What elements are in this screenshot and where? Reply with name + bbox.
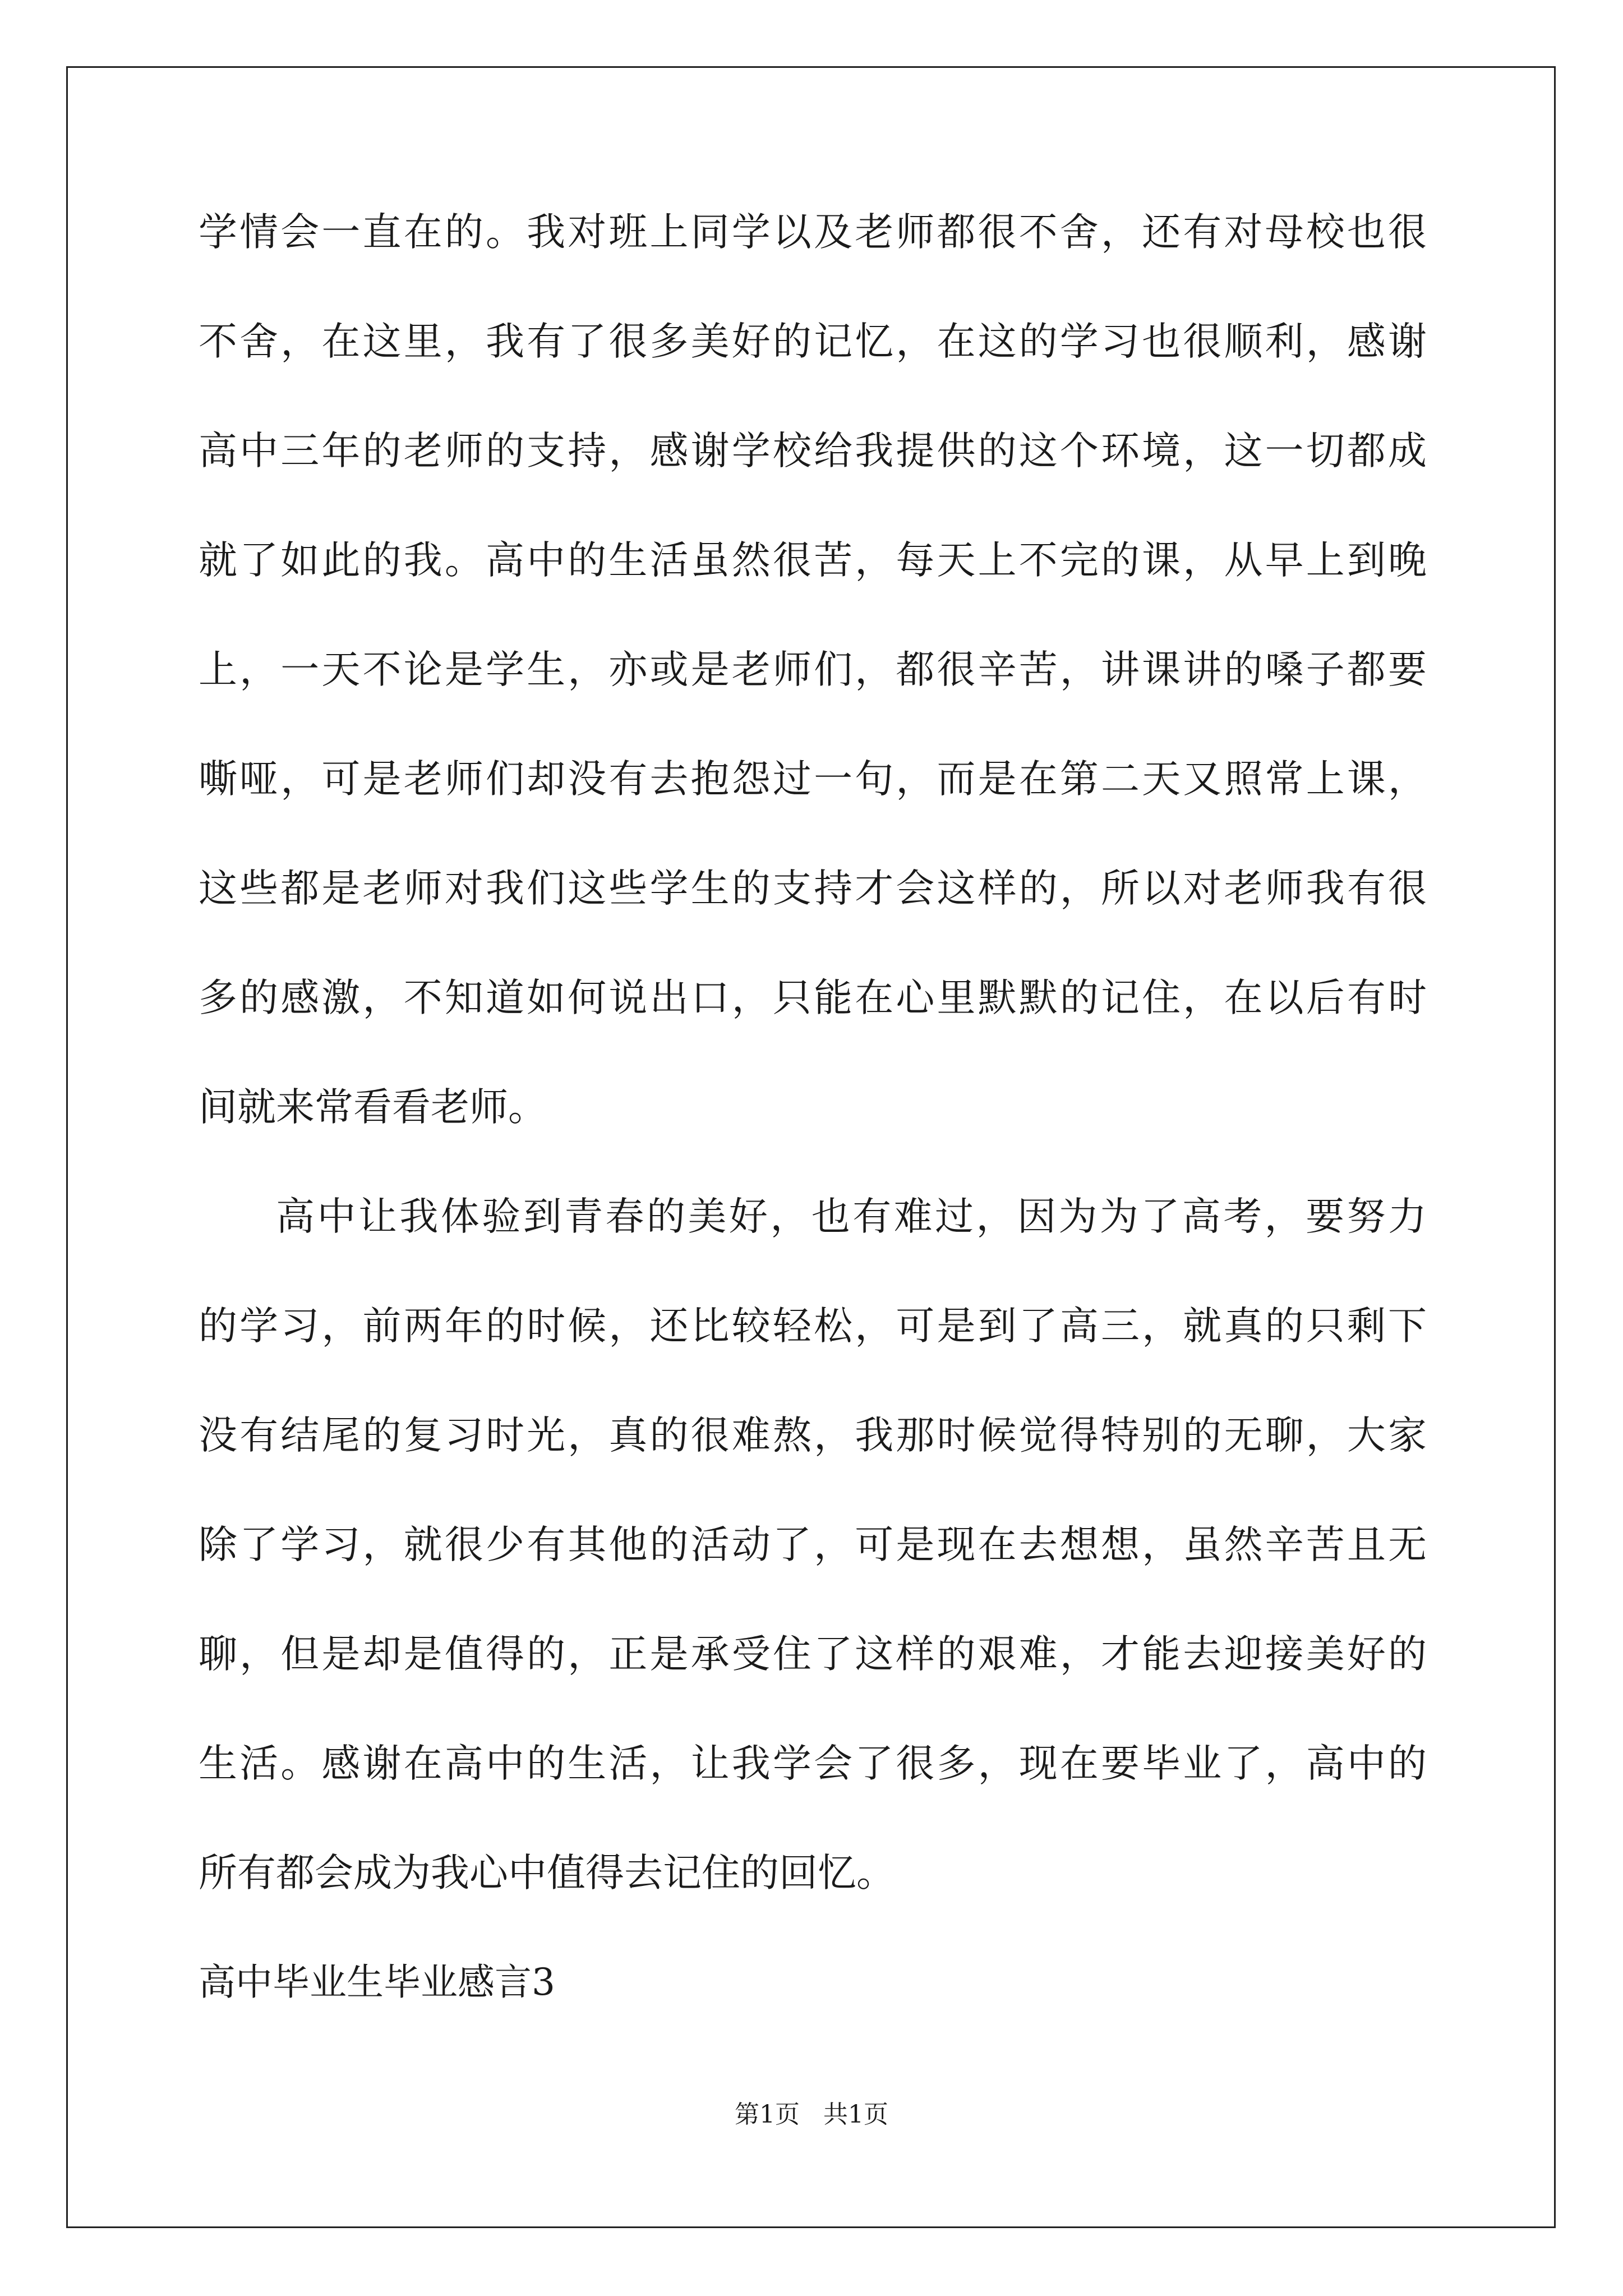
paragraph-line: 就了如此的我。高中的生活虽然很苦，每天上不完的课，从早上到晚 (199, 538, 1427, 583)
paragraph-line: 多的感激，不知道如何说出口，只能在心里默默的记住，在以后有时 (199, 976, 1427, 1020)
paragraph-line: 所有都会成为我心中值得去记住的回忆。 (199, 1851, 895, 1895)
paragraph-line: 上，一天不论是学生，亦或是老师们，都很辛苦，讲课讲的嗓子都要 (199, 647, 1427, 692)
page-number-footer: 第1页 共1页 (735, 2100, 888, 2129)
paragraph-line: 间就来常看看老师。 (199, 1085, 547, 1130)
paragraph-line: 高中三年的老师的支持，感谢学校给我提供的这个环境，这一切都成 (199, 429, 1427, 473)
section-heading: 高中毕业生毕业感言3 (199, 1961, 555, 2004)
paragraph-first-line: 高中让我体验到青春的美好，也有难过，因为为了高考，要努力 (276, 1194, 1427, 1239)
paragraph-line: 学情会一直在的。我对班上同学以及老师都很不舍，还有对母校也很 (199, 210, 1427, 255)
paragraph-line: 的学习，前两年的时候，还比较轻松，可是到了高三，就真的只剩下 (199, 1304, 1427, 1349)
paragraph-line: 生活。感谢在高中的生活，让我学会了很多，现在要毕业了，高中的 (199, 1741, 1427, 1786)
paragraph-line: 除了学习，就很少有其他的活动了，可是现在去想想，虽然辛苦且无 (199, 1522, 1427, 1567)
paragraph-line: 嘶哑，可是老师们却没有去抱怨过一句，而是在第二天又照常上课， (199, 757, 1427, 802)
page-border (66, 66, 1556, 2228)
paragraph-line: 聊，但是却是值得的，正是承受住了这样的艰难，才能去迎接美好的 (199, 1632, 1427, 1677)
paragraph-line: 这些都是老师对我们这些学生的支持才会这样的，所以对老师我有很 (199, 866, 1427, 911)
paragraph-line: 没有结尾的复习时光，真的很难熬，我那时候觉得特别的无聊，大家 (199, 1413, 1427, 1458)
paragraph-line: 不舍，在这里，我有了很多美好的记忆，在这的学习也很顺利，感谢 (199, 319, 1427, 364)
